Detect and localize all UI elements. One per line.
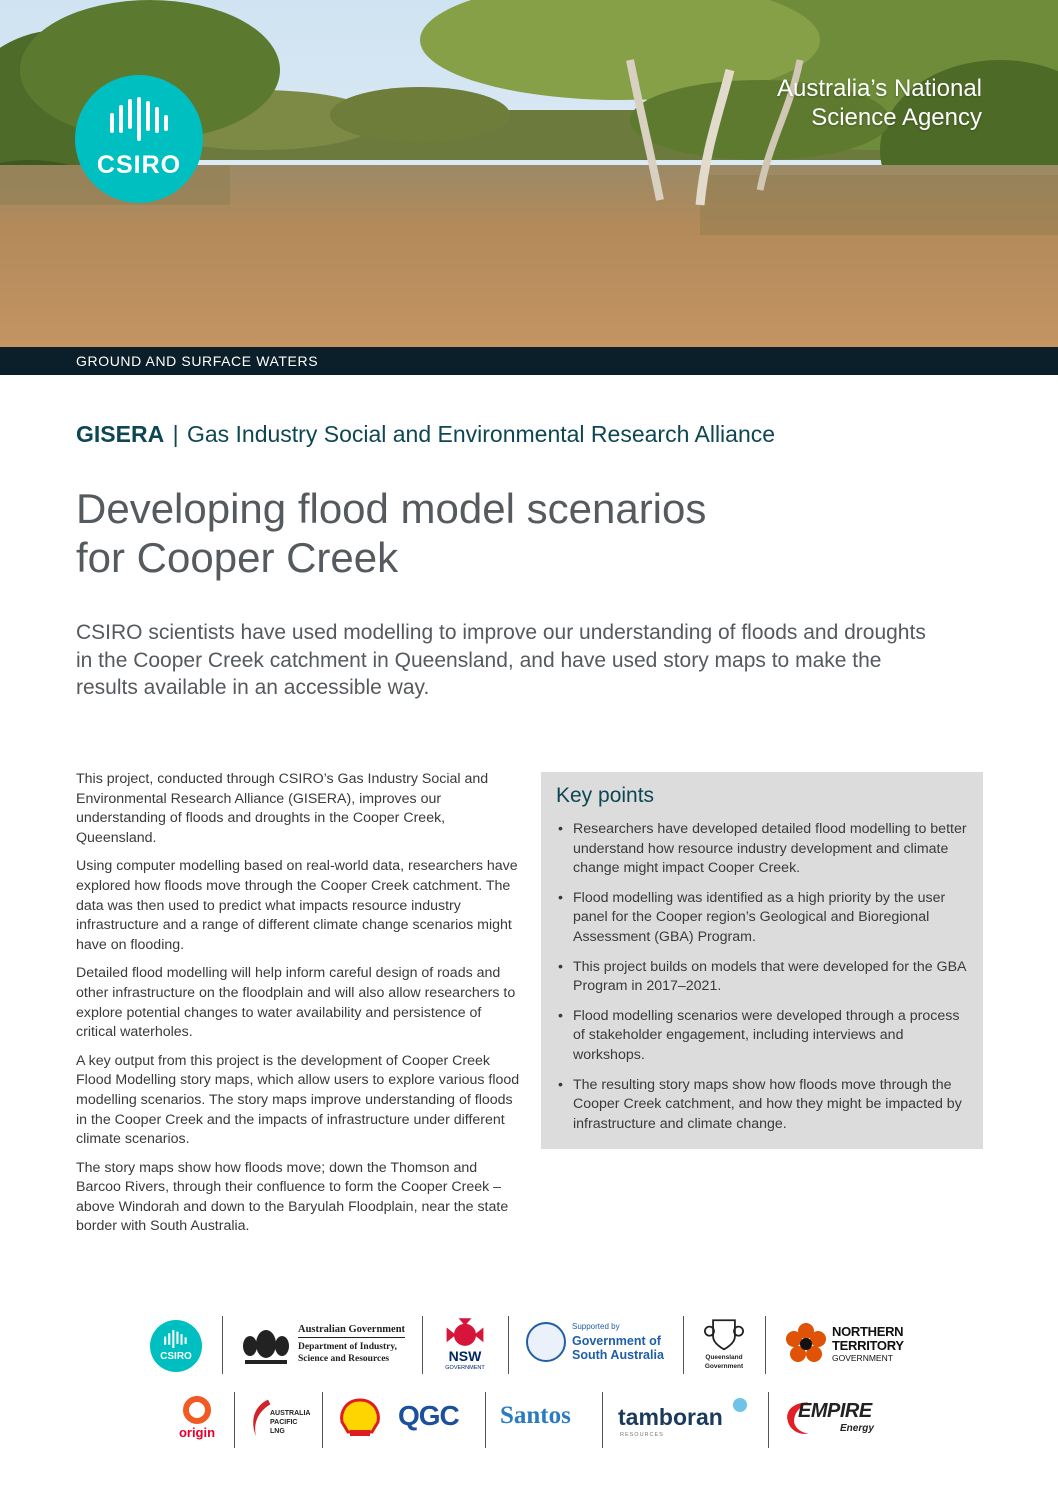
agency-line-2: Science Agency	[811, 104, 982, 131]
sa-line-1: Government of	[572, 1334, 661, 1348]
title-line-1: Developing flood model scenarios	[76, 485, 707, 532]
agency-tagline	[777, 74, 982, 132]
csiro-partner-text: CSIRO	[160, 1351, 192, 1362]
body-paragraph: The story maps show how floods move; down the Thomson and Barcoo Rivers, through their confluence to form the Cooper Creek – above Windorah and down to the Baryulah Floodplain, near the state border with South Australia.	[76, 1159, 509, 1235]
nsw-text: NSW	[448, 1348, 482, 1364]
nt-line-3: GOVERNMENT	[832, 1353, 893, 1363]
key-point-item: • Researchers have developed detailed flood modelling to better understand how resource industry development and climate change might impact Cooper Creek.	[556, 820, 971, 879]
qgc-logo: QGC	[398, 1400, 459, 1431]
section-band	[0, 347, 1058, 375]
nt-line-1: NORTHERN	[832, 1324, 904, 1339]
aplng-swoosh-icon	[248, 1392, 272, 1444]
key-point-item: • The resulting story maps show how floods move through the Cooper Creek catchment, and how they might be impacted by infrastructure and climate change.	[556, 1076, 971, 1135]
origin-text: origin	[178, 1425, 216, 1440]
aus-gov-line-2: Department of Industry,	[298, 1342, 397, 1352]
hero-image	[0, 0, 1058, 347]
csiro-bars-small-icon	[164, 1330, 188, 1348]
tamboran-sub-text: RESOURCES	[620, 1432, 664, 1438]
gisera-abbr: GISERA	[76, 421, 165, 447]
queensland-crest-icon	[704, 1314, 744, 1352]
tamboran-dot-icon	[733, 1398, 747, 1412]
csiro-bars-icon	[110, 97, 168, 141]
nsw-sub-text: GOVERNMENT	[445, 1365, 485, 1371]
key-points-box	[541, 772, 983, 1149]
page-title	[76, 484, 976, 582]
body-paragraph: This project, conducted through CSIRO’s Gas Industry Social and Environmental Research Alliance (GISERA), improves our understanding of floods and droughts in the Cooper Creek, Queensland.	[76, 771, 489, 846]
aus-gov-line-1: Australian Government	[298, 1324, 405, 1338]
body-paragraph: Using computer modelling based on real-world data, researchers have explored how floods move through the Cooper Creek catchment. The data was then used to predict what impacts resource industry infrastructure and a range of different climate change scenarios might have on flooding.	[76, 858, 518, 953]
coat-of-arms-icon	[240, 1322, 292, 1366]
gisera-heading	[76, 421, 775, 448]
qld-line-2: Government	[704, 1363, 744, 1370]
key-point-item: • Flood modelling scenarios were developed through a process of stakeholder engagement, including interviews and workshops.	[556, 1007, 971, 1066]
csiro-logo	[75, 75, 203, 203]
waratah-icon	[442, 1318, 488, 1348]
sa-line-2: South Australia	[572, 1348, 664, 1362]
csiro-logo-text: CSIRO	[96, 151, 182, 179]
gisera-full-name: Gas Industry Social and Environmental Research Alliance	[186, 421, 776, 447]
qld-line-1: Queensland	[705, 1354, 743, 1361]
empire-energy-logo	[784, 1396, 894, 1446]
section-label: GROUND AND SURFACE WATERS	[76, 353, 319, 369]
apl-line-3: LNG	[270, 1428, 285, 1435]
northern-territory-government-logo	[784, 1322, 914, 1368]
empire-sub-text: Energy	[840, 1423, 874, 1434]
queensland-government-logo	[698, 1314, 750, 1374]
shell-logo	[338, 1398, 382, 1438]
origin-logo	[172, 1394, 222, 1444]
gisera-separator: |	[172, 421, 179, 447]
desert-rose-icon	[784, 1322, 828, 1366]
sa-badge-icon	[526, 1322, 566, 1362]
aus-gov-line-3: Science and Resources	[298, 1354, 390, 1364]
csiro-partner-logo	[150, 1320, 202, 1372]
shell-pecten-icon	[338, 1398, 382, 1438]
key-point-item: • Flood modelling was identified as a high priority by the user panel for the Cooper region’s Geological and Bioregional Assessment (GBA) Program.	[556, 889, 971, 948]
nt-line-2: TERRITORY	[832, 1338, 904, 1353]
tamboran-text: tamboran	[618, 1404, 723, 1430]
origin-ring-icon	[183, 1396, 211, 1424]
tamboran-logo	[618, 1396, 758, 1444]
body-paragraph: Detailed flood modelling will help inform careful design of roads and other infrastructure on the floodplain and will also allow researchers to explore potential changes to water availability and persistence of critical waterholes.	[76, 965, 516, 1041]
australia-pacific-lng-logo	[248, 1392, 310, 1448]
agency-line-1: Australia’s National	[777, 75, 982, 102]
body-paragraph: A key output from this project is the development of Cooper Creek Flood Modelling story maps, which allow users to explore various flood modelling scenarios. The story maps improve understanding of floods in the Cooper Creek and the impacts of infrastructure under different climate scenarios.	[76, 1052, 520, 1148]
sa-supported-text: Supported by	[572, 1322, 620, 1331]
key-points-list	[556, 820, 971, 1144]
body-column	[76, 770, 522, 1246]
nsw-government-logo	[440, 1318, 490, 1374]
partner-logos	[0, 1310, 1058, 1460]
apl-line-2: PACIFIC	[270, 1419, 298, 1426]
santos-logo: Santos	[500, 1402, 571, 1429]
apl-line-1: AUSTRALIA	[270, 1410, 311, 1417]
south-australia-government-logo	[526, 1322, 671, 1368]
lead-paragraph: CSIRO scientists have used modelling to improve our understanding of floods and droughts in the Cooper Creek catchment in Queensland, and have used story maps to make the results available in an accessible way.	[76, 621, 926, 699]
title-line-2: for Cooper Creek	[76, 534, 399, 581]
key-point-item: • This project builds on models that were developed for the GBA Program in 2017–2021.	[556, 958, 971, 997]
empire-text: EMPIRE	[798, 1400, 872, 1422]
australian-government-logo	[240, 1320, 410, 1370]
key-points-heading: Key points	[556, 784, 655, 807]
